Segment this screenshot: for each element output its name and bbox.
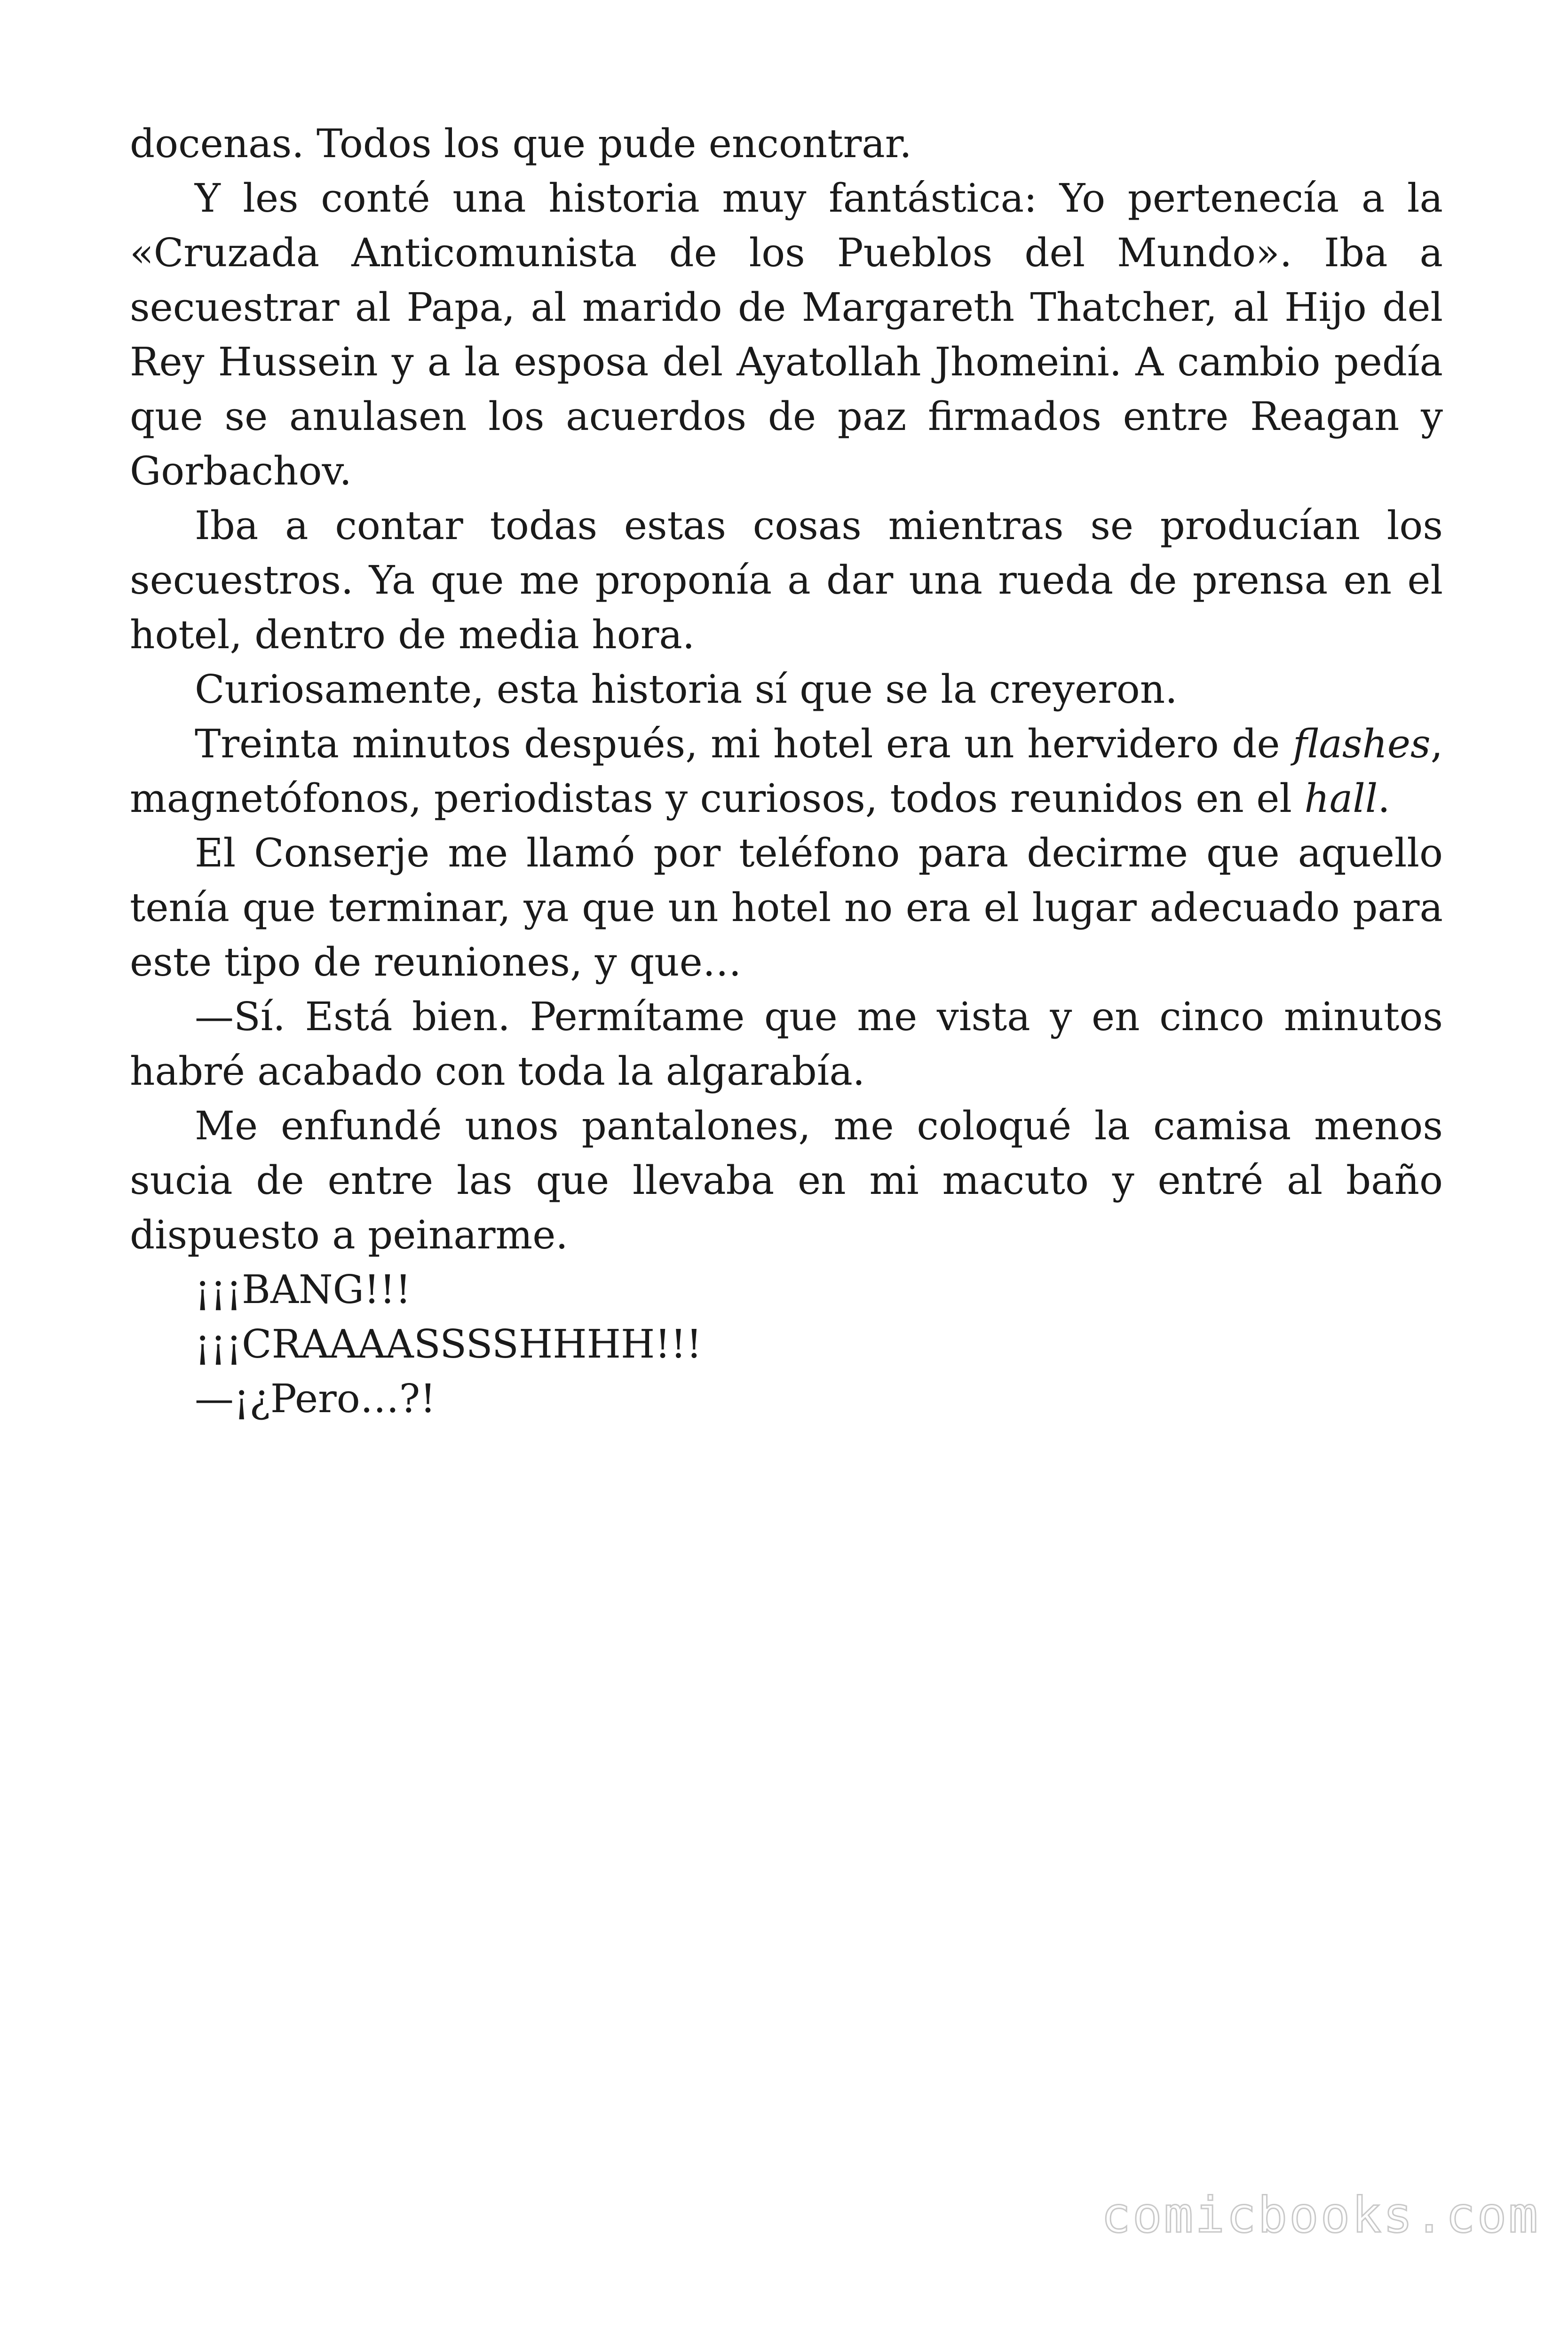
paragraph-8: Me enfundé unos pantalones, me coloqué la camisa menos sucia de entre las que llevaba en mi macuto y entré al baño dispuesto a peinarme. bbox=[130, 1103, 1443, 1258]
paragraph-6: El Conserje me llamó por teléfono para decirme que aquello tenía que terminar, ya que un hotel no era el lugar adecuado para este tipo de reuniones, y que… bbox=[130, 830, 1443, 985]
watermark-logo: comicbooks.com bbox=[1101, 2186, 1540, 2244]
paragraph-5-text-c: . bbox=[1378, 776, 1390, 821]
paragraph-1: docenas. Todos los que pude encontrar. bbox=[130, 121, 912, 167]
paragraph-2: Y les conté una historia muy fantástica: Yo pertenecía a la «Cruzada Anticomunista de los Pueblos del Mundo». Iba a secuestrar al Papa, al marido de Margareth Thatcher, al Hijo del Rey Hussein y a la esposa del Ayatollah Jhomeini. A cambio pedía que se anulasen los acuerdos de paz firmados entre Reagan y Gorbachov. bbox=[130, 175, 1443, 494]
paragraph-11: —¡¿Pero…?! bbox=[195, 1376, 436, 1422]
body-text bbox=[130, 117, 1443, 1426]
paragraph-5-italic-flashes: flashes bbox=[1293, 721, 1431, 767]
paragraph-5-italic-hall: hall bbox=[1304, 776, 1378, 821]
paragraph-4: Curiosamente, esta historia sí que se la creyeron. bbox=[195, 667, 1178, 712]
paragraph-3: Iba a contar todas estas cosas mientras se producían los secuestros. Ya que me proponía a dar una rueda de prensa en el hotel, dentro de media hora. bbox=[130, 503, 1443, 658]
paragraph-5-text-a: Treinta minutos después, mi hotel era un hervidero de bbox=[195, 721, 1293, 767]
paragraph-7: —Sí. Está bien. Permítame que me vista y en cinco minutos habré acabado con toda la algarabía. bbox=[130, 994, 1443, 1094]
paragraph-10: ¡¡¡CRAAAASSSSHHHH!!! bbox=[195, 1321, 702, 1367]
paragraph-9: ¡¡¡BANG!!! bbox=[195, 1267, 411, 1312]
paragraph-5 bbox=[130, 717, 1443, 826]
paragraph-5-text-b: , magnetófonos, periodistas y curiosos, todos reunidos en el bbox=[130, 721, 1443, 821]
